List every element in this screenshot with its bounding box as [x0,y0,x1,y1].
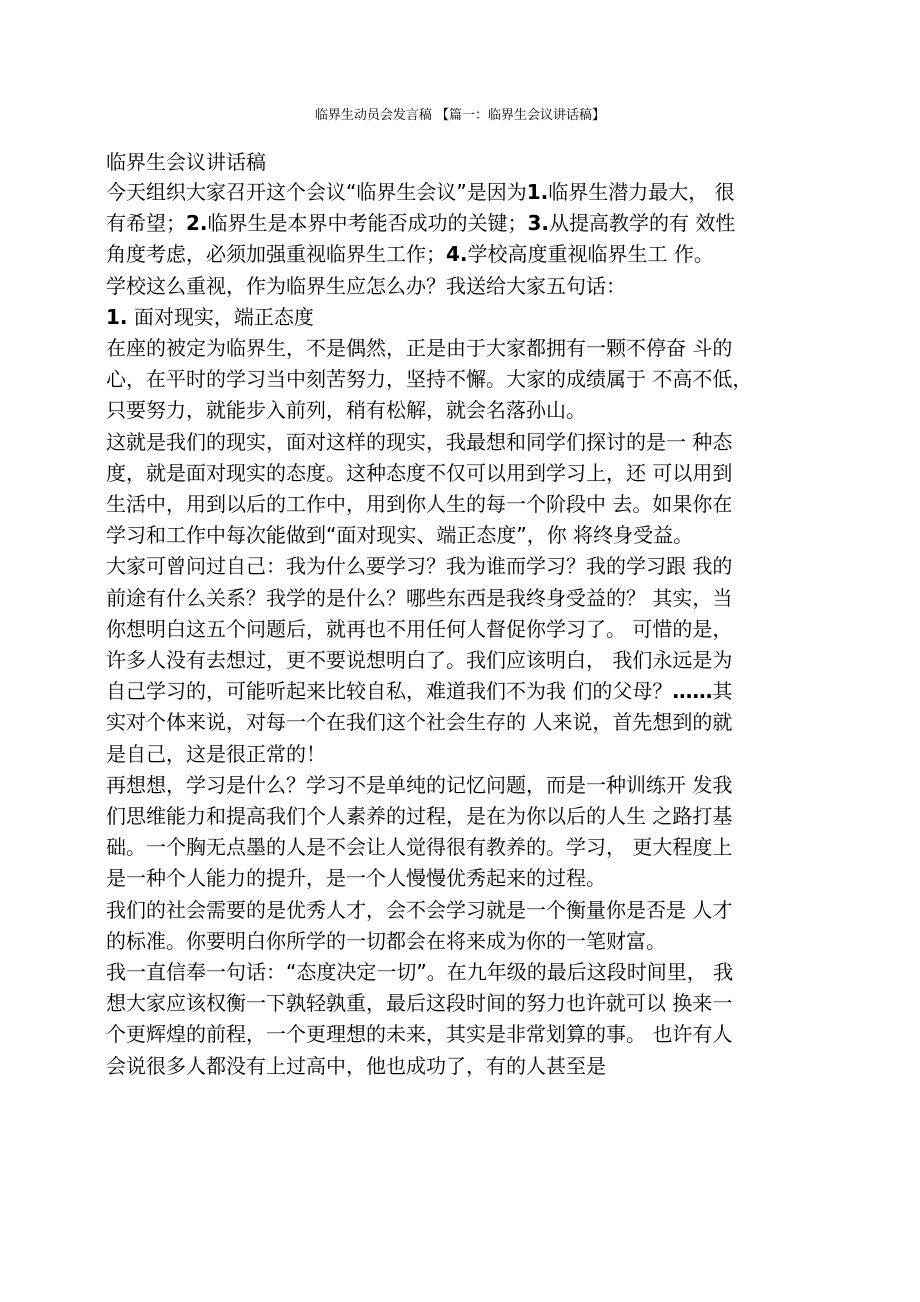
text-line [106,957,826,988]
text-segment: 们思维能力和提高我们个人素养的过程，是在为你以后的人生 之路打基 [106,804,733,829]
text-segment: 其 [712,679,733,704]
paragraph-lines [106,177,826,1082]
document-title: 临界生会议讲话稿 [106,150,266,174]
text-segment: 础。一个胸无点墨的人是不会让人觉得很有教养的。学习， 更大程度上 [106,835,733,860]
text-line [106,645,826,676]
text-line [106,926,826,957]
text-segment: 是自己，这是很正常的！ [106,741,326,766]
bold-segment: 1. [106,304,128,329]
text-line [106,1019,826,1050]
bold-segment: 3. [527,211,550,236]
text-line [106,333,826,364]
text-line [106,676,826,707]
document-body [106,148,826,1082]
text-line [106,302,826,333]
text-segment: 度，就是面对现实的态度。这种态度不仅可以用到学习上，还 可以用到 [106,460,733,485]
text-line [106,583,826,614]
text-line [106,239,826,270]
text-segment: 学校高度重视临界生工 作。 [467,242,714,267]
text-segment: 临界生潜力最大， 很 [548,180,735,204]
text-segment: 临界生是本界中考能否成功的关键； [207,211,528,236]
bold-segment: 2. [186,211,208,236]
text-line [106,707,826,738]
text-segment: 我一直信奉一句话：“态度决定一切”。在九年级的最后这段时间里， 我 [106,960,734,985]
text-segment: 我们的社会需要的是优秀人才，会不会学习就是一个衡量你是否是 人才 [106,897,733,922]
text-segment: 是一种个人能力的提升，是一个人慢慢优秀起来的过程。 [106,866,606,891]
text-line [106,177,826,208]
text-line [106,489,826,520]
text-segment: 的标准。你要明白你所学的一切都会在将来成为你的一笔财富。 [106,928,666,953]
text-segment: 会说很多人都没有上过高中，他也成功了，有的人甚至是 [106,1053,606,1078]
text-segment: 面对现实，端正态度 [127,304,314,329]
text-line [106,208,826,239]
text-line [106,1051,826,1082]
text-line [106,801,826,832]
text-line [106,770,826,801]
text-segment: 许多人没有去想过，更不要说想明白了。我们应该明白， 我们永远是为 [106,648,733,673]
text-segment: 有希望； [106,211,186,236]
text-line [106,520,826,551]
text-segment: 实对个体来说，对每一个在我们这个社会生存的 人来说，首先想到的就 [106,710,733,735]
text-segment: 只要努力，就能步入前列，稍有松解，就会名落孙山。 [106,398,586,423]
text-segment: 角度考虑，必须加强重视临界生工作； [106,242,446,267]
text-segment: 心，在平时的学习当中刻苦努力，坚持不懈。大家的成绩属于 不高不低， [106,367,753,392]
bold-segment: …… [672,679,713,704]
text-line [106,395,826,426]
text-segment: 在座的被定为临界生，不是偶然，正是由于大家都拥有一颗不停奋 斗的 [106,336,733,361]
text-segment: 个更辉煌的前程，一个更理想的未来，其实是非常划算的事。 也许有人 [106,1022,733,1047]
text-segment: 这就是我们的现实，面对这样的现实，我最想和同学们探讨的是一 种态 [106,429,733,454]
text-segment: 想大家应该权衡一下孰轻孰重，最后这段时间的努力也许就可以 换来一 [106,991,733,1016]
text-line [106,895,826,926]
text-line [106,988,826,1019]
text-segment: 从提高教学的有 效性 [549,211,736,236]
text-line [106,458,826,489]
text-segment: 前途有什么关系？我学的是什么？哪些东西是我终身受益的？ 其实，当 [106,585,733,610]
text-line [106,551,826,582]
text-segment: 今天组织大家召开这个会议“临界生会议”是因为 [106,180,527,204]
text-segment: 大家可曾问过自己：我为什么要学习？我为谁而学习？我的学习跟 我的 [106,554,733,579]
bold-segment: 4. [446,242,468,267]
text-segment: 你想明白这五个问题后，就再也不用任何人督促你学习了。 可惜的是， [106,616,733,641]
text-line [106,271,826,302]
text-line [106,364,826,395]
text-segment: 学校这么重视，作为临界生应怎么办？我送给大家五句话： [106,273,626,298]
bold-segment: 1. [526,180,549,204]
text-line [106,739,826,770]
text-line [106,832,826,863]
text-line [106,863,826,894]
text-segment: 学习和工作中每次能做到“面对现实、端正态度”，你 将终身受益。 [106,523,694,548]
text-segment: 生活中，用到以后的工作中，用到你人生的每一个阶段中 去。如果你在 [106,492,733,517]
text-segment: 自己学习的，可能听起来比较自私，难道我们不为我 们的父母？ [106,679,673,704]
page-header: 临界生动员会发言稿 【篇一：临界生会议讲话稿】 [314,108,606,123]
text-line [106,427,826,458]
text-segment: 再想想，学习是什么？学习不是单纯的记忆问题，而是一种训练开 发我 [106,772,733,797]
text-line [106,614,826,645]
